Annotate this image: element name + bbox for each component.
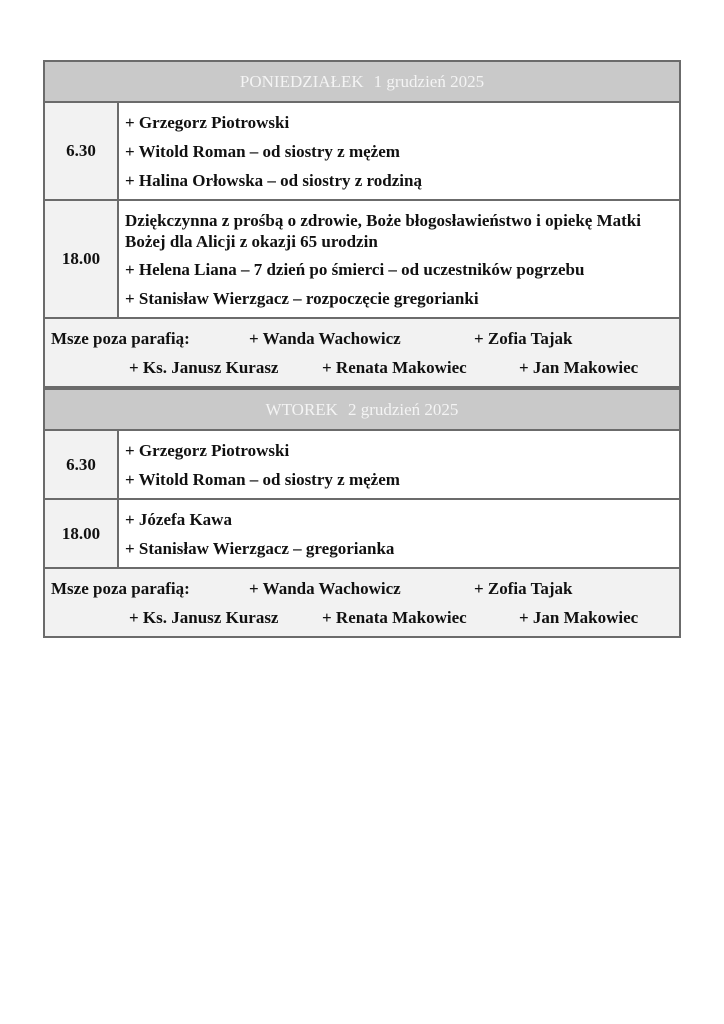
day-name: WTOREK (265, 400, 338, 419)
mass-schedule-table (43, 60, 681, 638)
day-date: 2 grudzień 2025 (347, 400, 459, 419)
intention: + Józefa Kawa (125, 510, 232, 529)
day-header (45, 62, 679, 103)
intention: + Stanisław Wierzgacz – rozpoczęcie gregorianki (125, 289, 479, 308)
mass-time: 6.30 (45, 431, 119, 498)
mass-row (45, 103, 679, 201)
outside-name: + Jan Makowiec (519, 608, 639, 627)
intention: + Witold Roman – od siostry z mężem (125, 470, 400, 489)
outside-name: + Zofia Tajak (474, 579, 573, 598)
intention: + Witold Roman – od siostry z mężem (125, 142, 400, 161)
intentions-list (119, 500, 679, 567)
intentions-list (119, 431, 679, 498)
intention: Dziękczynna z prośbą o zdrowie, Boże błogosławieństwo i opiekę Matki Bożej dla Alicji z okazji 65 urodzin (125, 211, 641, 251)
intention: + Grzegorz Piotrowski (125, 441, 290, 460)
outside-label: Msze poza parafią: (51, 579, 190, 598)
intentions-list (119, 103, 679, 199)
mass-row (45, 201, 679, 319)
mass-row (45, 500, 679, 569)
intention: + Stanisław Wierzgacz – gregorianka (125, 539, 395, 558)
day-name: PONIEDZIAŁEK (239, 72, 364, 91)
outside-name: + Wanda Wachowicz (249, 329, 401, 348)
mass-row (45, 431, 679, 500)
outside-name: + Ks. Janusz Kurasz (129, 608, 279, 627)
outside-label: Msze poza parafią: (51, 329, 190, 348)
outside-name: + Renata Makowiec (322, 608, 467, 627)
outside-name: + Ks. Janusz Kurasz (129, 358, 279, 377)
day-date: 1 grudzień 2025 (373, 72, 485, 91)
outside-name: + Wanda Wachowicz (249, 579, 401, 598)
mass-time: 18.00 (45, 201, 119, 317)
intention: + Helena Liana – 7 dzień po śmierci – od uczestników pogrzebu (125, 260, 585, 279)
mass-time: 18.00 (45, 500, 119, 567)
outside-parish-masses (45, 569, 679, 636)
outside-name: + Renata Makowiec (322, 358, 467, 377)
outside-name: + Jan Makowiec (519, 358, 639, 377)
outside-name: + Zofia Tajak (474, 329, 573, 348)
intention: + Grzegorz Piotrowski (125, 113, 290, 132)
day-header (45, 388, 679, 431)
intentions-list (119, 201, 679, 317)
mass-time: 6.30 (45, 103, 119, 199)
outside-parish-masses (45, 319, 679, 388)
intention: + Halina Orłowska – od siostry z rodziną (125, 171, 422, 190)
